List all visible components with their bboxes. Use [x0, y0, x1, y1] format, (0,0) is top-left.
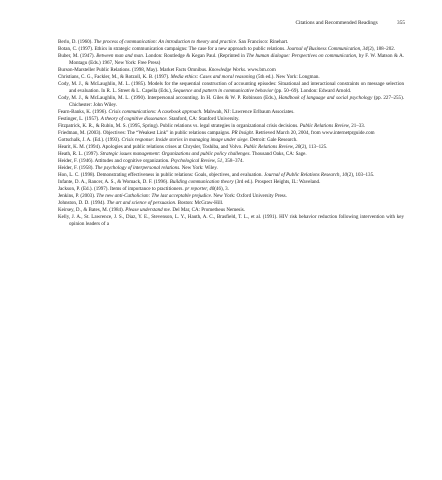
reference-text: Christians, C. G., Fackler, M., & Rotzoll, K. B. (1997).	[58, 74, 171, 81]
reference-text: (46), 3.	[214, 186, 229, 193]
reference-text: Retrieved March 20, 2004, from www.internetprguide.com	[254, 130, 375, 137]
reference-text: Stanford, CA: Stanford University.	[167, 116, 240, 123]
reference-italic-text: The human dialogue: Perspectives on communication,	[246, 53, 358, 60]
reference-italic-text: Knowledge Works.	[208, 67, 247, 74]
reference-text: Cody, M. J., & McLaughlin, M. L. (1985). Models for the sequential construction of accounting episodes: Situational and interactional constraints on message selection and evaluation. In R. L. Street & L. Capella (Eds.),	[58, 81, 404, 95]
reference-text: Heider, F. (1946). Attitudes and cognitive organization.	[58, 158, 171, 165]
reference-italic-text: Public Relations Review,	[299, 123, 350, 130]
reference-italic-text: A theory of cognitive dissonance.	[100, 116, 168, 123]
reference-text: Burson-Marsteller Public Relations. (1998, May). Market Facts Omnibus.	[58, 67, 209, 74]
reference-italic-text: The process of communication: An introduction to theory and practice.	[93, 39, 238, 45]
reference-italic-text: Crisis communications: A casebook approach.	[108, 109, 203, 116]
reference-italic-text: pr reporter, 40	[184, 186, 215, 193]
reference-text: Heath, R. L. (1997).	[58, 151, 101, 158]
reference-text: Gottschalk, J. A. (Ed.). (1993).	[58, 137, 122, 144]
reference-text: (2), 188–202.	[367, 46, 396, 53]
reference-entry	[58, 53, 404, 67]
reference-text: Kelly, J. A., St. Lawrence, J. S., Diaz, Y. E., Stevenson, L. Y., Hauth, A. C., Brasfield, T. L., et al. (1991). HIV risk behavior reduction following intervention with key opinion leaders of a	[58, 214, 404, 228]
reference-text: (pp. 50–69). London: Edward Arnold.	[273, 88, 352, 95]
reference-text: Infante, D. A., Rancer, A. S., & Womack, D. F. (1996).	[58, 179, 170, 186]
reference-text: Keirsey, D., & Bates, M. (1984).	[58, 207, 126, 214]
reference-italic-text: Public Relations Review, 20	[243, 144, 301, 151]
reference-text: Jackson, P. (Ed.). (1997). Items of importance to practitioners.	[58, 186, 185, 193]
reference-italic-text: Journal of Business Communication, 34	[286, 46, 368, 53]
reference-text: Thousand Oaks, CA: Sage.	[250, 151, 307, 158]
reference-text: (3rd ed.). Prospect Heights, IL: Waveland.	[233, 179, 321, 186]
reference-text: Hon, L. C. (1998). Demonstrating effectiveness in public relations: Goals, objectives, and evaluation.	[58, 172, 264, 179]
reference-text: Berlo, D. (1960).	[58, 39, 94, 45]
reference-italic-text: Strategic issues management: Organizations and public policy challenges.	[100, 151, 251, 158]
reference-text: Jenkins, P. (2003).	[58, 193, 97, 200]
reference-text: Heider, F. (1958).	[58, 165, 95, 172]
reference-list	[58, 39, 404, 228]
reference-entry	[58, 81, 404, 95]
reference-text: Festinger, L. (1957).	[58, 116, 101, 123]
running-head-title: Citations and Recommended Readings	[295, 20, 378, 26]
reference-entry	[58, 214, 404, 228]
reference-text: Johnston, D. D. (1994).	[58, 200, 107, 207]
reference-text: Fitzpatrick, K. R., & Rubin, M. S. (1995, Spring). Public relations vs. legal strategies in organizational crisis decisions.	[58, 123, 300, 130]
reference-text: (5th ed.). New York: Longman.	[255, 74, 320, 81]
reference-italic-text: PR Insight.	[231, 130, 255, 137]
reference-text: Boston: McGraw-Hill.	[176, 200, 224, 207]
reference-entry	[58, 39, 404, 46]
reference-text: Friedman, M. (2003). Objectives: The “Weakest Link” in public relations campaigns.	[58, 130, 232, 137]
reference-text: Detroit: Gale Research.	[248, 137, 298, 144]
reference-text: Botan, C. (1997). Ethics in strategic communication campaigns: The case for a new approach to public relations.	[58, 46, 287, 53]
reference-italic-text: Sequence and pattern in communicative behavior	[173, 88, 274, 95]
reference-italic-text: Journal of Public Relations Research, 10	[263, 172, 348, 179]
reference-text: Mahwah, NJ: Lawrence Erlbaum Associates.	[202, 109, 295, 116]
reference-italic-text: The art and science of persuasion.	[106, 200, 177, 207]
reference-text: Buber, M. (1947).	[58, 53, 97, 60]
reference-italic-text: Between man and man.	[96, 53, 144, 60]
reference-italic-text: The new anti-Catholicism: The last acceptable prejudice.	[96, 193, 213, 200]
reference-text: 21–33.	[349, 123, 366, 130]
reference-text: (pp. 227–255). Chichester: John Wiley.	[69, 95, 405, 109]
reference-text: San Francisco: Rinehart.	[237, 39, 289, 45]
reference-italic-text: Psychological Review, 51	[170, 158, 223, 165]
reference-italic-text: Building communication theory	[169, 179, 234, 186]
reference-text: www.bm.com	[246, 67, 276, 74]
reference-text: Hearit, K. M. (1994). Apologies and public relations crises at Chrysler, Toshiba, and Volvo.	[58, 144, 244, 151]
reference-text: New York: Oxford University Press.	[212, 193, 287, 200]
reference-text: London: Routledge & Kegan Paul. (Reprinted in	[143, 53, 247, 60]
reference-italic-text: Please understand me.	[125, 207, 172, 214]
page-number: 355	[397, 20, 405, 26]
reference-text: (2), 103–135.	[347, 172, 375, 179]
reference-text: Del Mar, CA: Prometheus Nemesis.	[171, 207, 246, 214]
reference-text: by F. W. Matson & A. Montagu (Eds.) 1967, New York: Free Press)	[69, 53, 405, 67]
reference-text: , 358–374.	[222, 158, 244, 165]
reference-italic-text: The psychology of interpersonal relations.	[94, 165, 181, 172]
reference-text: Fearn-Banks, K. (1996).	[58, 109, 109, 116]
reference-italic-text: Crisis response: Inside stories in managing image under siege.	[121, 137, 249, 144]
reference-entry	[58, 46, 404, 53]
running-head	[0, 20, 405, 27]
reference-entry	[58, 95, 404, 109]
reference-text: (2), 113–125.	[300, 144, 328, 151]
reference-text: New York: Wiley.	[180, 165, 218, 172]
reference-italic-text: Media ethics: Cases and moral reasoning	[170, 74, 255, 81]
reference-text: Cody, M. J., & McLaughlin, M. L. (1990). Interpersonal accounting. In H. Giles & W. P. Robinson (Eds.),	[58, 95, 279, 102]
reference-italic-text: Handbook of language and social psychology	[278, 95, 373, 102]
